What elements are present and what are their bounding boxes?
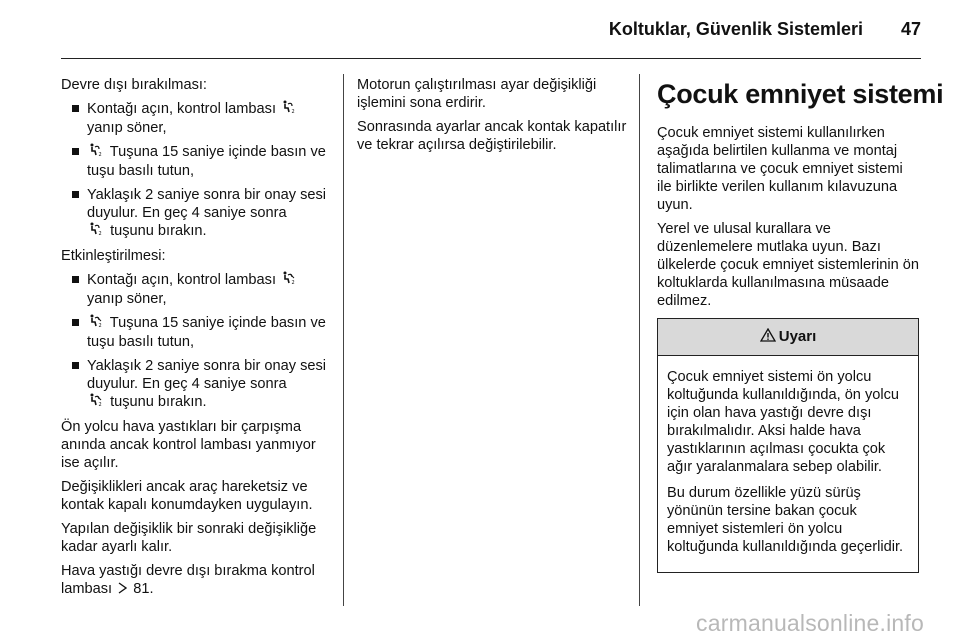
- section-title: Çocuk emniyet sistemi: [657, 79, 944, 109]
- svg-text:2: 2: [291, 280, 295, 285]
- svg-text:2: 2: [98, 402, 102, 407]
- warning-header: [658, 319, 918, 356]
- page-header: [0, 0, 960, 64]
- svg-text:2: 2: [98, 152, 102, 157]
- paragraph: Çocuk emniyet sistemi ön yolcu koltuğunda kullanıldığında, ön yolcu için olan hava yastığı devre dışı bırakılmalıdır. Aksi halde hava yastıklarının açılması çocukta çok ağır yaralanmalara sebep olabilir.: [667, 369, 900, 475]
- page-title: Koltuklar, Güvenlik Sistemleri: [608, 19, 863, 39]
- svg-text:2: 2: [291, 109, 295, 114]
- activation-heading: Etkinleştirilmesi:: [61, 248, 166, 264]
- paragraph: Yapılan değişiklik bir sonraki değişikliğe kadar ayarlı kalır.: [61, 521, 317, 555]
- airbag-off-icon: [89, 143, 104, 162]
- warning-body: [658, 356, 918, 572]
- paragraph: Değişiklikleri ancak araç hareketsiz ve kontak kapalı konumdayken uygulayın.: [61, 479, 313, 513]
- warning-triangle-icon: [760, 328, 776, 347]
- page-ref-arrow-icon[interactable]: [118, 581, 127, 599]
- page-number: 47: [900, 19, 921, 39]
- paragraph: Yerel ve ulusal kurallara ve düzenlemelere mutlaka uyun. Bazı ülkelerde çocuk emniyet sistemlerinin ön koltuklarda kullanılmasına müsaade edilmez.: [657, 221, 919, 309]
- airbag-on-icon: [89, 393, 104, 412]
- deactivation-heading: Devre dışı bırakılması:: [61, 77, 207, 93]
- bullet-square-icon: [72, 148, 79, 155]
- list-item: Kontağı açın, kontrol lambası 2 yanıp söner,: [61, 100, 329, 137]
- watermark-logo: carmanualsonline.info: [696, 610, 924, 636]
- paragraph: Bu durum özellikle yüzü sürüş yönünün tersine bakan çocuk emniyet sistemleri ön yolcu koltuğunda kullanıldığında geçerlidir.: [667, 485, 904, 555]
- column-divider-1: [343, 74, 344, 606]
- paragraph: Motorun çalıştırılması ayar değişikliği işlemini sona erdirir.: [357, 77, 597, 111]
- list-item: Yaklaşık 2 saniye sonra bir onay sesi duyulur. En geç 4 saniye sonra 2 tuşunu bırakın.: [61, 357, 329, 412]
- paragraph: Hava yastığı devre dışı bırakma kontrol lambası 81.: [61, 563, 315, 597]
- list-item: Kontağı açın, kontrol lambası 2 yanıp söner,: [61, 271, 329, 308]
- column-2: [357, 76, 627, 160]
- page-reference-link[interactable]: 81.: [133, 581, 154, 597]
- bullet-square-icon: [72, 362, 79, 369]
- bullet-square-icon: [72, 191, 79, 198]
- header-divider: [61, 58, 921, 59]
- bullet-square-icon: [72, 276, 79, 283]
- airbag-off-icon: [89, 222, 104, 241]
- paragraph: Ön yolcu hava yastıkları bir çarpışma anında ancak kontrol lambası yanmıyor ise açılır.: [61, 419, 316, 471]
- svg-text:2: 2: [98, 323, 102, 328]
- column-3: [657, 76, 944, 573]
- list-item: 2 Tuşuna 15 saniye içinde basın ve tuşu basılı tutun,: [61, 143, 329, 180]
- column-divider-2: [639, 74, 640, 606]
- airbag-off-icon: [282, 100, 297, 119]
- airbag-on-icon: [89, 314, 104, 333]
- warning-box: [657, 318, 919, 573]
- bullet-square-icon: [72, 105, 79, 112]
- list-item: Yaklaşık 2 saniye sonra bir onay sesi duyulur. En geç 4 saniye sonra 2 tuşunu bırakın.: [61, 186, 329, 241]
- svg-text:2: 2: [98, 231, 102, 236]
- paragraph: Sonrasında ayarlar ancak kontak kapatılır ve tekrar açılırsa değiştirilebilir.: [357, 119, 627, 153]
- bullet-square-icon: [72, 319, 79, 326]
- list-item: 2 Tuşuna 15 saniye içinde basın ve tuşu basılı tutun,: [61, 314, 329, 351]
- airbag-on-icon: [282, 271, 297, 290]
- column-1: [61, 76, 329, 605]
- paragraph: Çocuk emniyet sistemi kullanılırken aşağıda belirtilen kullanma ve montaj talimatlarına ve çocuk emniyet sistemi ile birlikte verilen kullanım kılavuzuna uyun.: [657, 125, 903, 213]
- warning-label: Uyarı: [778, 328, 817, 345]
